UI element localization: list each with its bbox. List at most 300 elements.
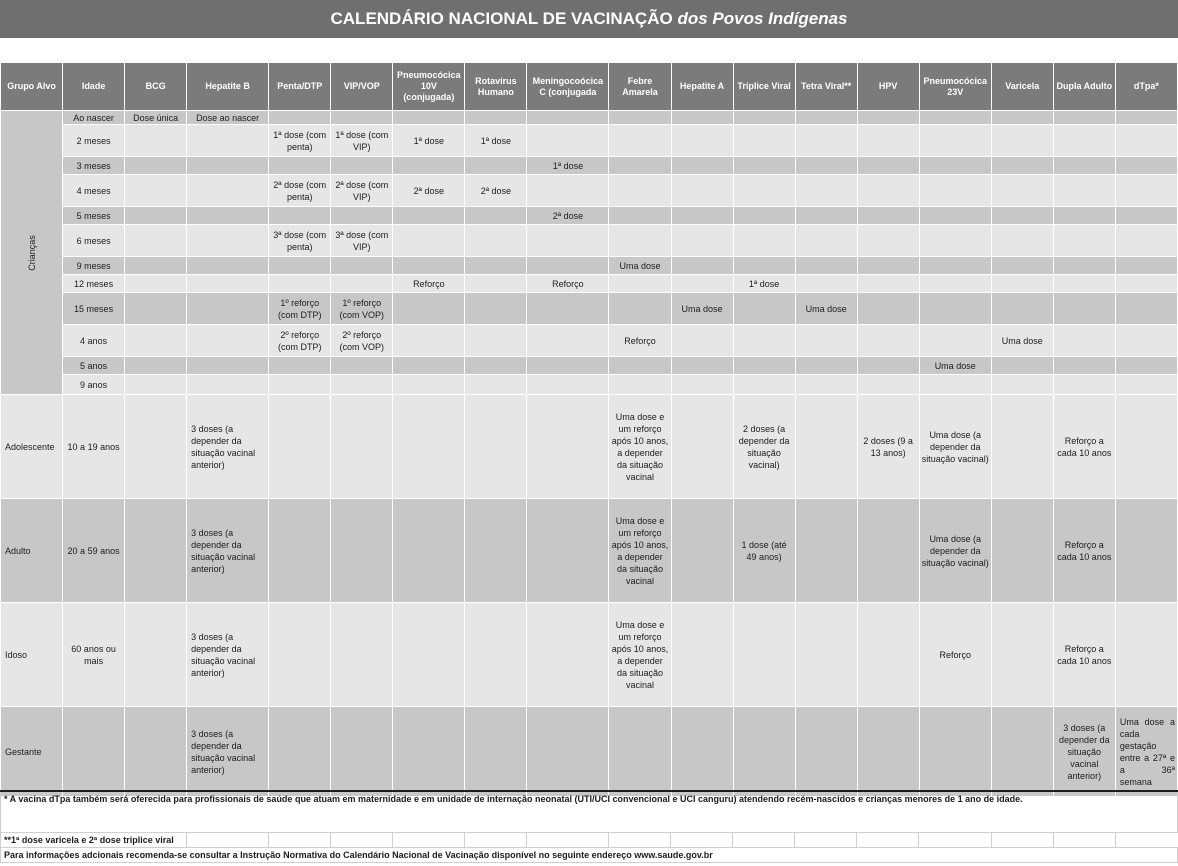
dose-cell (1053, 257, 1115, 275)
dose-cell (393, 499, 465, 603)
dose-cell (331, 257, 393, 275)
dose-cell (393, 157, 465, 175)
dose-cell (671, 207, 733, 225)
dose-cell (857, 603, 919, 707)
dose-cell: 1ª dose (733, 275, 795, 293)
dose-cell (187, 175, 269, 207)
age-cell (63, 707, 125, 797)
column-header: Varicela (991, 63, 1053, 111)
dose-cell (331, 357, 393, 375)
table-row (1, 111, 1178, 125)
dose-cell (1115, 125, 1177, 157)
dose-cell (609, 125, 671, 157)
column-header: Penta/DTP (269, 63, 331, 111)
dose-cell (609, 707, 671, 797)
dose-cell (269, 603, 331, 707)
dose-cell (331, 395, 393, 499)
title-main: CALENDÁRIO NACIONAL DE VACINAÇÃO (330, 9, 673, 28)
table-row (1, 157, 1178, 175)
dose-cell (857, 225, 919, 257)
dose-cell (527, 499, 609, 603)
table-row (1, 257, 1178, 275)
dose-cell (795, 395, 857, 499)
dose-cell (795, 111, 857, 125)
dose-cell (187, 293, 269, 325)
dose-cell (991, 275, 1053, 293)
dose-cell (795, 175, 857, 207)
dose-cell (125, 257, 187, 275)
dose-cell (857, 257, 919, 275)
dose-cell: Uma dose (a depender da situação vacinal) (919, 499, 991, 603)
column-header: VIP/VOP (331, 63, 393, 111)
dose-cell: 2ª dose (527, 207, 609, 225)
dose-cell (991, 175, 1053, 207)
dose-cell: Reforço (527, 275, 609, 293)
dose-cell (991, 395, 1053, 499)
column-header: BCG (125, 63, 187, 111)
dose-cell (1053, 325, 1115, 357)
age-cell: 3 meses (63, 157, 125, 175)
table-row-idoso (1, 603, 1178, 707)
dose-cell (733, 707, 795, 797)
group-label-adolescente: Adolescente (1, 395, 63, 499)
dose-cell (527, 395, 609, 499)
age-cell: 2 meses (63, 125, 125, 157)
dose-cell (187, 325, 269, 357)
dose-cell: 1ª dose (527, 157, 609, 175)
dose-cell (857, 375, 919, 395)
dose-cell (465, 275, 527, 293)
dose-cell: Uma dose (919, 357, 991, 375)
dose-cell (671, 395, 733, 499)
dose-cell (609, 275, 671, 293)
dose-cell (733, 125, 795, 157)
dose-cell (125, 603, 187, 707)
dose-cell (919, 111, 991, 125)
dose-cell (393, 375, 465, 395)
dose-cell (733, 603, 795, 707)
dose-cell: 2ª dose (393, 175, 465, 207)
dose-cell: Uma dose (795, 293, 857, 325)
dose-cell (919, 207, 991, 225)
age-cell: 15 meses (63, 293, 125, 325)
dose-cell (795, 707, 857, 797)
dose-cell (187, 157, 269, 175)
age-cell: 9 meses (63, 257, 125, 275)
dose-cell (733, 157, 795, 175)
dose-cell: 2ª dose (465, 175, 527, 207)
dose-cell: Uma dose (671, 293, 733, 325)
dose-cell (465, 111, 527, 125)
dose-cell (857, 275, 919, 293)
dose-cell (269, 375, 331, 395)
dose-cell: 3 doses (a depender da situação vacinal anterior) (187, 707, 269, 797)
dose-cell (125, 357, 187, 375)
group-label-adulto: Adulto (1, 499, 63, 603)
column-header: Pneumocócica 23V (919, 63, 991, 111)
dose-cell: Uma dose e um reforço após 10 anos, a depender da situação vacinal (609, 499, 671, 603)
table-row (1, 293, 1178, 325)
dose-cell (331, 707, 393, 797)
dose-cell (187, 357, 269, 375)
dose-cell (187, 375, 269, 395)
dose-cell (465, 603, 527, 707)
dose-cell (609, 357, 671, 375)
dose-cell (795, 225, 857, 257)
dose-cell (187, 257, 269, 275)
dose-cell (795, 357, 857, 375)
dose-cell (919, 375, 991, 395)
dose-cell: 1ª dose (com VIP) (331, 125, 393, 157)
age-cell: 5 anos (63, 357, 125, 375)
group-label-idoso: Idoso (1, 603, 63, 707)
dose-cell: Reforço a cada 10 anos (1053, 603, 1115, 707)
age-cell: 12 meses (63, 275, 125, 293)
dose-cell (991, 603, 1053, 707)
dose-cell (733, 111, 795, 125)
dose-cell (671, 499, 733, 603)
column-header: dTpa* (1115, 63, 1177, 111)
table-row-gestante (1, 707, 1178, 797)
dose-cell: 3 doses (a depender da situação vacinal anterior) (187, 395, 269, 499)
column-header: Pneumocócica 10V (conjugada) (393, 63, 465, 111)
dose-cell (919, 293, 991, 325)
dose-cell (393, 395, 465, 499)
dose-cell (269, 207, 331, 225)
dose-cell (331, 207, 393, 225)
dose-cell (671, 257, 733, 275)
dose-cell (393, 111, 465, 125)
dose-cell (269, 157, 331, 175)
dose-cell: Reforço a cada 10 anos (1053, 395, 1115, 499)
dose-cell: 3 doses (a depender da situação vacinal anterior) (187, 499, 269, 603)
dose-cell (671, 707, 733, 797)
dose-cell (671, 325, 733, 357)
dose-cell: Reforço (393, 275, 465, 293)
dose-cell (857, 357, 919, 375)
dose-cell: 3ª dose (com VIP) (331, 225, 393, 257)
dose-cell (857, 707, 919, 797)
dose-cell (1053, 175, 1115, 207)
dose-cell (527, 125, 609, 157)
dose-cell (527, 375, 609, 395)
dose-cell (465, 293, 527, 325)
dose-cell (733, 207, 795, 225)
age-cell: 5 meses (63, 207, 125, 225)
column-header: Hepatite B (187, 63, 269, 111)
dose-cell (393, 207, 465, 225)
dose-cell (269, 111, 331, 125)
dose-cell (1115, 257, 1177, 275)
column-header: Grupo Alvo (1, 63, 63, 111)
dose-cell: Uma dose (609, 257, 671, 275)
dose-cell (527, 357, 609, 375)
dose-cell (857, 157, 919, 175)
dose-cell (991, 125, 1053, 157)
dose-cell (465, 157, 527, 175)
dose-cell (269, 275, 331, 293)
dose-cell (393, 707, 465, 797)
dose-cell (187, 125, 269, 157)
table-row (1, 207, 1178, 225)
dose-cell (125, 157, 187, 175)
dose-cell (609, 375, 671, 395)
dose-cell (465, 325, 527, 357)
dose-cell (733, 225, 795, 257)
dose-cell: 1ª dose (com penta) (269, 125, 331, 157)
dose-cell (919, 157, 991, 175)
dose-cell (125, 395, 187, 499)
dose-cell (1115, 603, 1177, 707)
dose-cell (1115, 157, 1177, 175)
dose-cell (1115, 111, 1177, 125)
dose-cell: Reforço (919, 603, 991, 707)
dose-cell (671, 603, 733, 707)
dose-cell: 3 doses (a depender da situação vacinal anterior) (1053, 707, 1115, 797)
dose-cell (1053, 111, 1115, 125)
dose-cell: 3ª dose (com penta) (269, 225, 331, 257)
dose-cell (609, 111, 671, 125)
dose-cell: Uma dose e um reforço após 10 anos, a depender da situação vacinal (609, 395, 671, 499)
dose-cell (733, 375, 795, 395)
dose-cell (269, 357, 331, 375)
dose-cell: 1ª dose (465, 125, 527, 157)
dose-cell (795, 375, 857, 395)
dose-cell (393, 603, 465, 707)
dose-cell (795, 257, 857, 275)
dose-cell (331, 499, 393, 603)
dose-cell (331, 157, 393, 175)
dose-cell (1053, 225, 1115, 257)
dose-cell (795, 157, 857, 175)
dose-cell (393, 357, 465, 375)
footnotes (0, 790, 1178, 863)
column-header: Idade (63, 63, 125, 111)
dose-cell (795, 325, 857, 357)
age-cell: 4 anos (63, 325, 125, 357)
dose-cell (609, 207, 671, 225)
table-row (1, 357, 1178, 375)
dose-cell (733, 175, 795, 207)
dose-cell (671, 357, 733, 375)
dose-cell (991, 111, 1053, 125)
dose-cell (1115, 357, 1177, 375)
dose-cell (919, 275, 991, 293)
table-row (1, 375, 1178, 395)
dose-cell (919, 257, 991, 275)
dose-cell: 1 dose (até 49 anos) (733, 499, 795, 603)
dose-cell: Reforço (609, 325, 671, 357)
dose-cell (795, 125, 857, 157)
dose-cell (1053, 207, 1115, 225)
dose-cell (269, 707, 331, 797)
dose-cell (991, 225, 1053, 257)
dose-cell (527, 293, 609, 325)
header-row (1, 63, 1178, 111)
dose-cell (125, 175, 187, 207)
table-row (1, 325, 1178, 357)
dose-cell (1053, 275, 1115, 293)
table-row (1, 225, 1178, 257)
dose-cell (187, 225, 269, 257)
dose-cell (1053, 357, 1115, 375)
group-label-gestante: Gestante (1, 707, 63, 797)
dose-cell (187, 275, 269, 293)
age-cell: 4 meses (63, 175, 125, 207)
dose-cell (1115, 395, 1177, 499)
dose-cell (991, 257, 1053, 275)
dose-cell (393, 257, 465, 275)
dose-cell (733, 257, 795, 275)
dose-cell (991, 357, 1053, 375)
dose-cell (187, 207, 269, 225)
page-title (0, 0, 1178, 38)
dose-cell: 2 doses (a depender da situação vacinal) (733, 395, 795, 499)
dose-cell (733, 325, 795, 357)
dose-cell (393, 293, 465, 325)
dose-cell (857, 125, 919, 157)
group-label-text: Crianças (26, 234, 37, 271)
dose-cell (733, 357, 795, 375)
footnote-more-info: Para informações adcionais recomenda-se consultar a Instrução Normativa do Calendário Nacional de Vacinação disponível no seguinte endereço www.saude.gov.br (1, 848, 1178, 863)
column-header: Tríplice Viral (733, 63, 795, 111)
dose-cell: Dose ao nascer (187, 111, 269, 125)
dose-cell (795, 207, 857, 225)
table-row (1, 275, 1178, 293)
footnote-tetra-viral: **1ª dose varicela e 2ª dose tríplice viral (1, 833, 187, 848)
dose-cell (1115, 225, 1177, 257)
dose-cell (331, 275, 393, 293)
dose-cell (857, 293, 919, 325)
dose-cell: 2º reforço (com DTP) (269, 325, 331, 357)
dose-cell (857, 499, 919, 603)
dose-cell (1115, 293, 1177, 325)
dose-cell (527, 707, 609, 797)
column-header: Rotavírus Humano (465, 63, 527, 111)
dose-cell: 2ª dose (com penta) (269, 175, 331, 207)
dose-cell (125, 275, 187, 293)
dose-cell: Reforço a cada 10 anos (1053, 499, 1115, 603)
dose-cell (125, 325, 187, 357)
dose-cell (527, 325, 609, 357)
footnote-dtpa: * A vacina dTpa também será oferecida para profissionais de saúde que atuam em maternidade e em unidade de internação neonatal (UTI/UCI convencional e UCI canguru) atendendo recém-nascidos e crianças menores de 1 ano de idade. (1, 791, 1178, 833)
dose-cell: Dose única (125, 111, 187, 125)
dose-cell (527, 175, 609, 207)
dose-cell (527, 257, 609, 275)
dose-cell (465, 225, 527, 257)
dose-cell (1115, 375, 1177, 395)
age-cell: 9 anos (63, 375, 125, 395)
table-row-adulto (1, 499, 1178, 603)
dose-cell (1053, 157, 1115, 175)
dose-cell (857, 111, 919, 125)
dose-cell: 2 doses (9 a 13 anos) (857, 395, 919, 499)
dose-cell (125, 375, 187, 395)
dose-cell (1053, 375, 1115, 395)
dose-cell (465, 707, 527, 797)
dose-cell (919, 125, 991, 157)
dose-cell (269, 395, 331, 499)
dose-cell: Uma dose a cada gestação entre a 27ª e a 36ª semana (1115, 707, 1177, 797)
column-header: Dupla Adulto (1053, 63, 1115, 111)
age-cell: 10 a 19 anos (63, 395, 125, 499)
dose-cell (125, 125, 187, 157)
dose-cell (125, 293, 187, 325)
dose-cell: Uma dose (991, 325, 1053, 357)
dose-cell (465, 207, 527, 225)
dose-cell (465, 395, 527, 499)
column-header: Hepatite A (671, 63, 733, 111)
dose-cell (527, 111, 609, 125)
dose-cell: 2ª dose (com VIP) (331, 175, 393, 207)
dose-cell: 1º reforço (com VOP) (331, 293, 393, 325)
dose-cell (331, 111, 393, 125)
dose-cell: 3 doses (a depender da situação vacinal anterior) (187, 603, 269, 707)
dose-cell (671, 225, 733, 257)
dose-cell (795, 603, 857, 707)
dose-cell (1115, 325, 1177, 357)
dose-cell (1053, 125, 1115, 157)
dose-cell: 1ª dose (393, 125, 465, 157)
dose-cell (991, 207, 1053, 225)
dose-cell (857, 175, 919, 207)
dose-cell (795, 275, 857, 293)
dose-cell (671, 125, 733, 157)
dose-cell (609, 175, 671, 207)
dose-cell (919, 175, 991, 207)
dose-cell: 2º reforço (com VOP) (331, 325, 393, 357)
dose-cell (1115, 207, 1177, 225)
dose-cell (857, 325, 919, 357)
dose-cell (991, 499, 1053, 603)
vaccination-table (0, 62, 1178, 797)
dose-cell (671, 275, 733, 293)
dose-cell (671, 157, 733, 175)
column-header: Febre Amarela (609, 63, 671, 111)
dose-cell (609, 225, 671, 257)
dose-cell (609, 293, 671, 325)
dose-cell (125, 707, 187, 797)
dose-cell (465, 375, 527, 395)
dose-cell (919, 325, 991, 357)
dose-cell (1115, 175, 1177, 207)
dose-cell (527, 603, 609, 707)
dose-cell (609, 157, 671, 175)
dose-cell (857, 207, 919, 225)
dose-cell: Uma dose (a depender da situação vacinal) (919, 395, 991, 499)
dose-cell (331, 603, 393, 707)
dose-cell (465, 357, 527, 375)
dose-cell (1053, 293, 1115, 325)
dose-cell (465, 257, 527, 275)
table-row-adolescente (1, 395, 1178, 499)
dose-cell (269, 499, 331, 603)
dose-cell (125, 499, 187, 603)
dose-cell (125, 225, 187, 257)
dose-cell: 1º reforço (com DTP) (269, 293, 331, 325)
dose-cell (1115, 275, 1177, 293)
dose-cell (671, 375, 733, 395)
column-header: Meningocoócica C (conjugada (527, 63, 609, 111)
column-header: Tetra Viral** (795, 63, 857, 111)
title-italic: dos Povos Indígenas (677, 9, 848, 28)
dose-cell (125, 207, 187, 225)
dose-cell (671, 175, 733, 207)
dose-cell (331, 375, 393, 395)
dose-cell (1115, 499, 1177, 603)
dose-cell (991, 157, 1053, 175)
dose-cell (795, 499, 857, 603)
